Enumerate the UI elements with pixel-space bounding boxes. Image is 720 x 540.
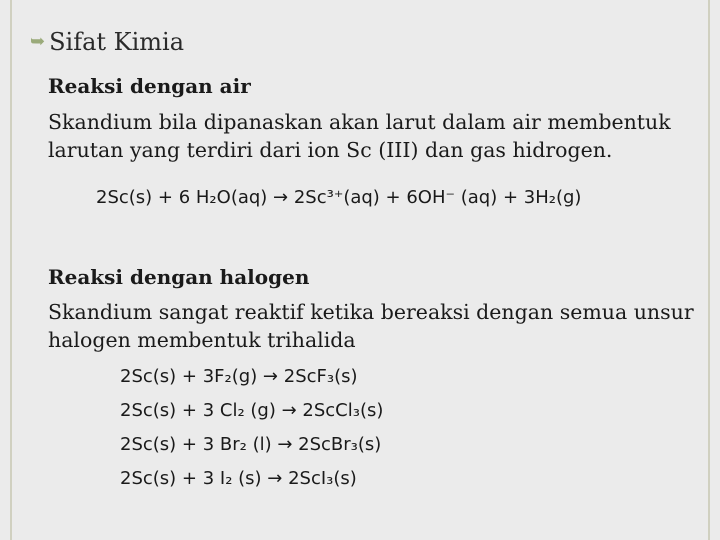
slide-title: Sifat Kimia	[49, 28, 185, 56]
paragraph-reaksi-halogen: Skandium sangat reaktif ketika bereaksi dengan semua unsur halogen membentuk trihalida	[48, 300, 694, 352]
curled-arrow-bullet-icon: ➥	[30, 31, 46, 52]
equation-air: 2Sc(s) + 6 H₂O(aq) → 2Sc³⁺(aq) + 6OH⁻ (aq) + 3H₂(g)	[96, 187, 582, 208]
heading-reaksi-halogen: Reaksi dengan halogen	[48, 265, 310, 289]
paragraph-reaksi-air: Skandium bila dipanaskan akan larut dalam air membentuk larutan yang terdiri dari ion Sc (III) dan gas hidrogen.	[48, 110, 671, 162]
right-border-line	[708, 0, 710, 540]
equation-chlorine: 2Sc(s) + 3 Cl₂ (g) → 2ScCl₃(s)	[120, 400, 384, 421]
equation-bromine: 2Sc(s) + 3 Br₂ (l) → 2ScBr₃(s)	[120, 434, 382, 455]
equation-iodine: 2Sc(s) + 3 I₂ (s) → 2ScI₃(s)	[120, 468, 357, 489]
left-border-line	[10, 0, 12, 540]
equation-fluorine: 2Sc(s) + 3F₂(g) → 2ScF₃(s)	[120, 366, 358, 387]
heading-reaksi-air: Reaksi dengan air	[48, 74, 251, 98]
title-row	[30, 28, 184, 56]
